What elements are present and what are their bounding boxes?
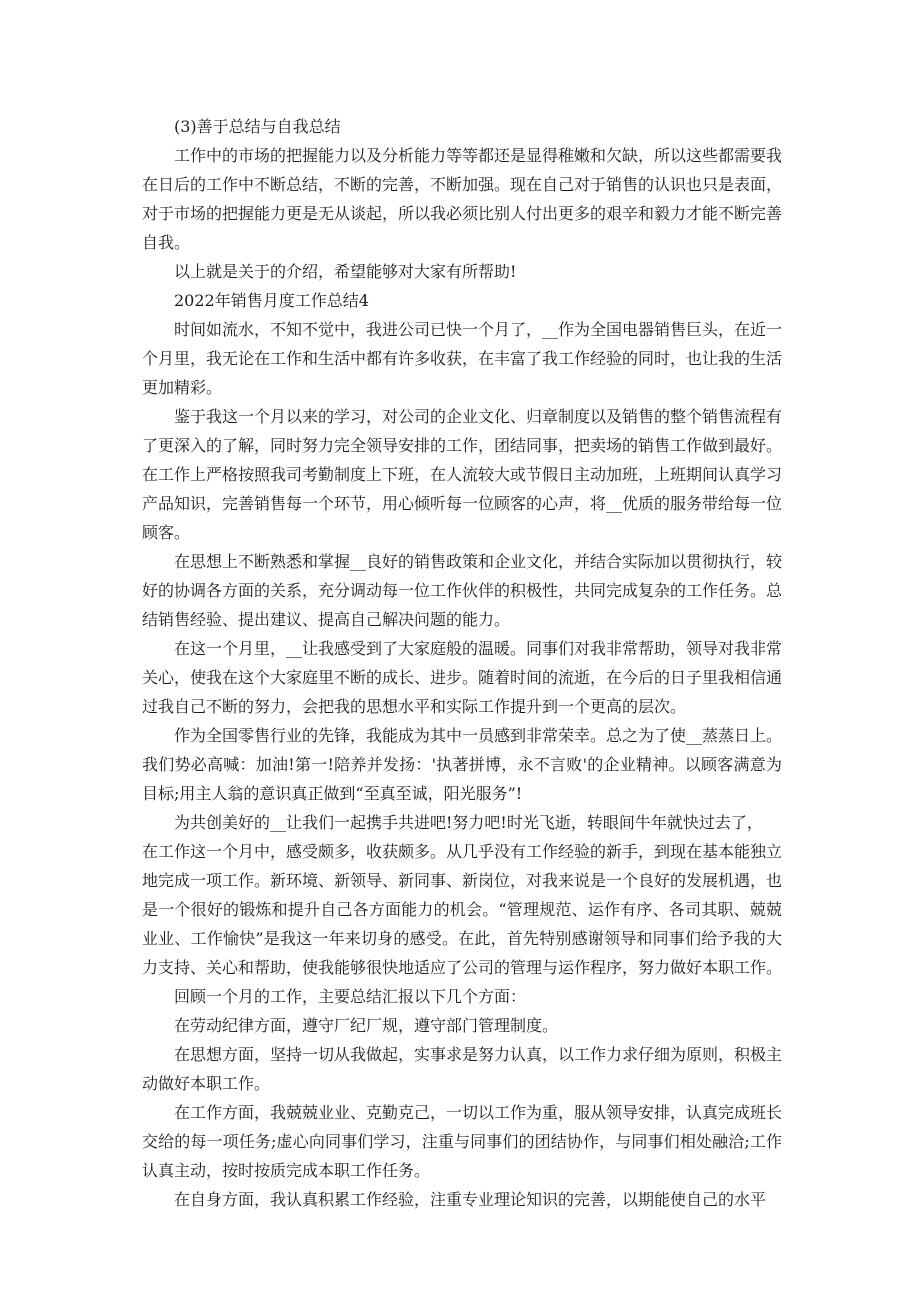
paragraph: 以上就是关于的介绍，希望能够对大家有所帮助! xyxy=(174,262,517,281)
paragraph: 在工作这一个月中，感受颇多，收获颇多。从几乎没有工作经验的新手，到现在基本能独立地完成一项工作。新环境、新领导、新同事、新岗位，对我来说是一个良好的发展机遇，也是一个很好的锻炼和提升自己各方面能力的机会。“管理规范、运作有序、各司其职、兢兢业业、工作愉快”是我这一年来切身的感受。在此，首先特别感谢领导和同事们给予我的大力支持、关心和帮助，使我能够很快地适应了公司的管理与运作程序，努力做好本职工作。 xyxy=(142,842,783,977)
paragraph: 回顾一个月的工作，主要总结汇报以下几个方面： xyxy=(174,987,527,1006)
paragraph: 在工作方面，我兢兢业业、克勤克己，一切以工作为重，服从领导安排，认真完成班长交给的每一项任务;虚心向同事们学习，注重与同事们的团结协作，与同事们相处融洽;工作认真主动，按时按质完成本职工作任务。 xyxy=(142,1103,783,1180)
paragraph: 在劳动纪律方面，遵守厂纪厂规，遵守部门管理制度。 xyxy=(174,1016,559,1035)
paragraph-heading-self-summary: (3)善于总结与自我总结 xyxy=(174,117,341,136)
paragraph: 在思想方面，坚持一切从我做起，实事求是努力认真，以工作力求仔细为原则，积极主动做好本职工作。 xyxy=(142,1045,783,1093)
paragraph: 工作中的市场的把握能力以及分析能力等等都还是显得稚嫩和欠缺，所以这些都需要我在日后的工作中不断总结，不断的完善，不断加强。现在自己对于销售的认识也只是表面，对于市场的把握能力更是无从谈起，所以我必须比别人付出更多的艰辛和毅力才能不断完善自我。 xyxy=(142,146,783,252)
document-body xyxy=(142,112,782,1214)
paragraph: 时间如流水，不知不觉中，我进公司已快一个月了，__作为全国电器销售巨头，在近一个月里，我无论在工作和生活中都有许多收获，在丰富了我工作经验的同时，也让我的生活更加精彩。 xyxy=(142,320,783,397)
paragraph: 为共创美好的__让我们一起携手共进吧!努力吧!时光飞逝，转眼间牛年就快过去了， xyxy=(174,813,763,832)
section-title: 2022年销售月度工作总结4 xyxy=(174,291,369,310)
paragraph: 在这一个月里，__让我感受到了大家庭般的温暖。同事们对我非常帮助，领导对我非常关心，使我在这个大家庭里不断的成长、进步。随着时间的流逝，在今后的日子里我相信通过我自己不断的努力，会把我的思想水平和实际工作提升到一个更高的层次。 xyxy=(142,639,783,716)
paragraph: 作为全国零售行业的先锋，我能成为其中一员感到非常荣幸。总之为了使__蒸蒸日上。我们势必高喊：加油!第一!陪养并发扬：'执著拼博，永不言败'的企业精神。以顾客满意为目标;用主人翁的意识真正做到“至真至诚，阳光服务”! xyxy=(142,726,783,803)
paragraph: 在自身方面，我认真积累工作经验，注重专业理论知识的完善，以期能使自己的水平 xyxy=(174,1190,767,1209)
paragraph: 鉴于我这一个月以来的学习，对公司的企业文化、归章制度以及销售的整个销售流程有了更深入的了解，同时努力完全领导安排的工作，团结同事，把卖场的销售工作做到最好。在工作上严格按照我司考勤制度上下班，在人流较大或节假日主动加班，上班期间认真学习产品知识，完善销售每一个环节，用心倾听每一位顾客的心声，将__优质的服务带给每一位顾客。 xyxy=(142,407,783,542)
paragraph: 在思想上不断熟悉和掌握__良好的销售政策和企业文化，并结合实际加以贯彻执行，较好的协调各方面的关系，充分调动每一位工作伙伴的积极性，共同完成复杂的工作任务。总结销售经验、提出建议、提高自己解决问题的能力。 xyxy=(142,552,783,629)
